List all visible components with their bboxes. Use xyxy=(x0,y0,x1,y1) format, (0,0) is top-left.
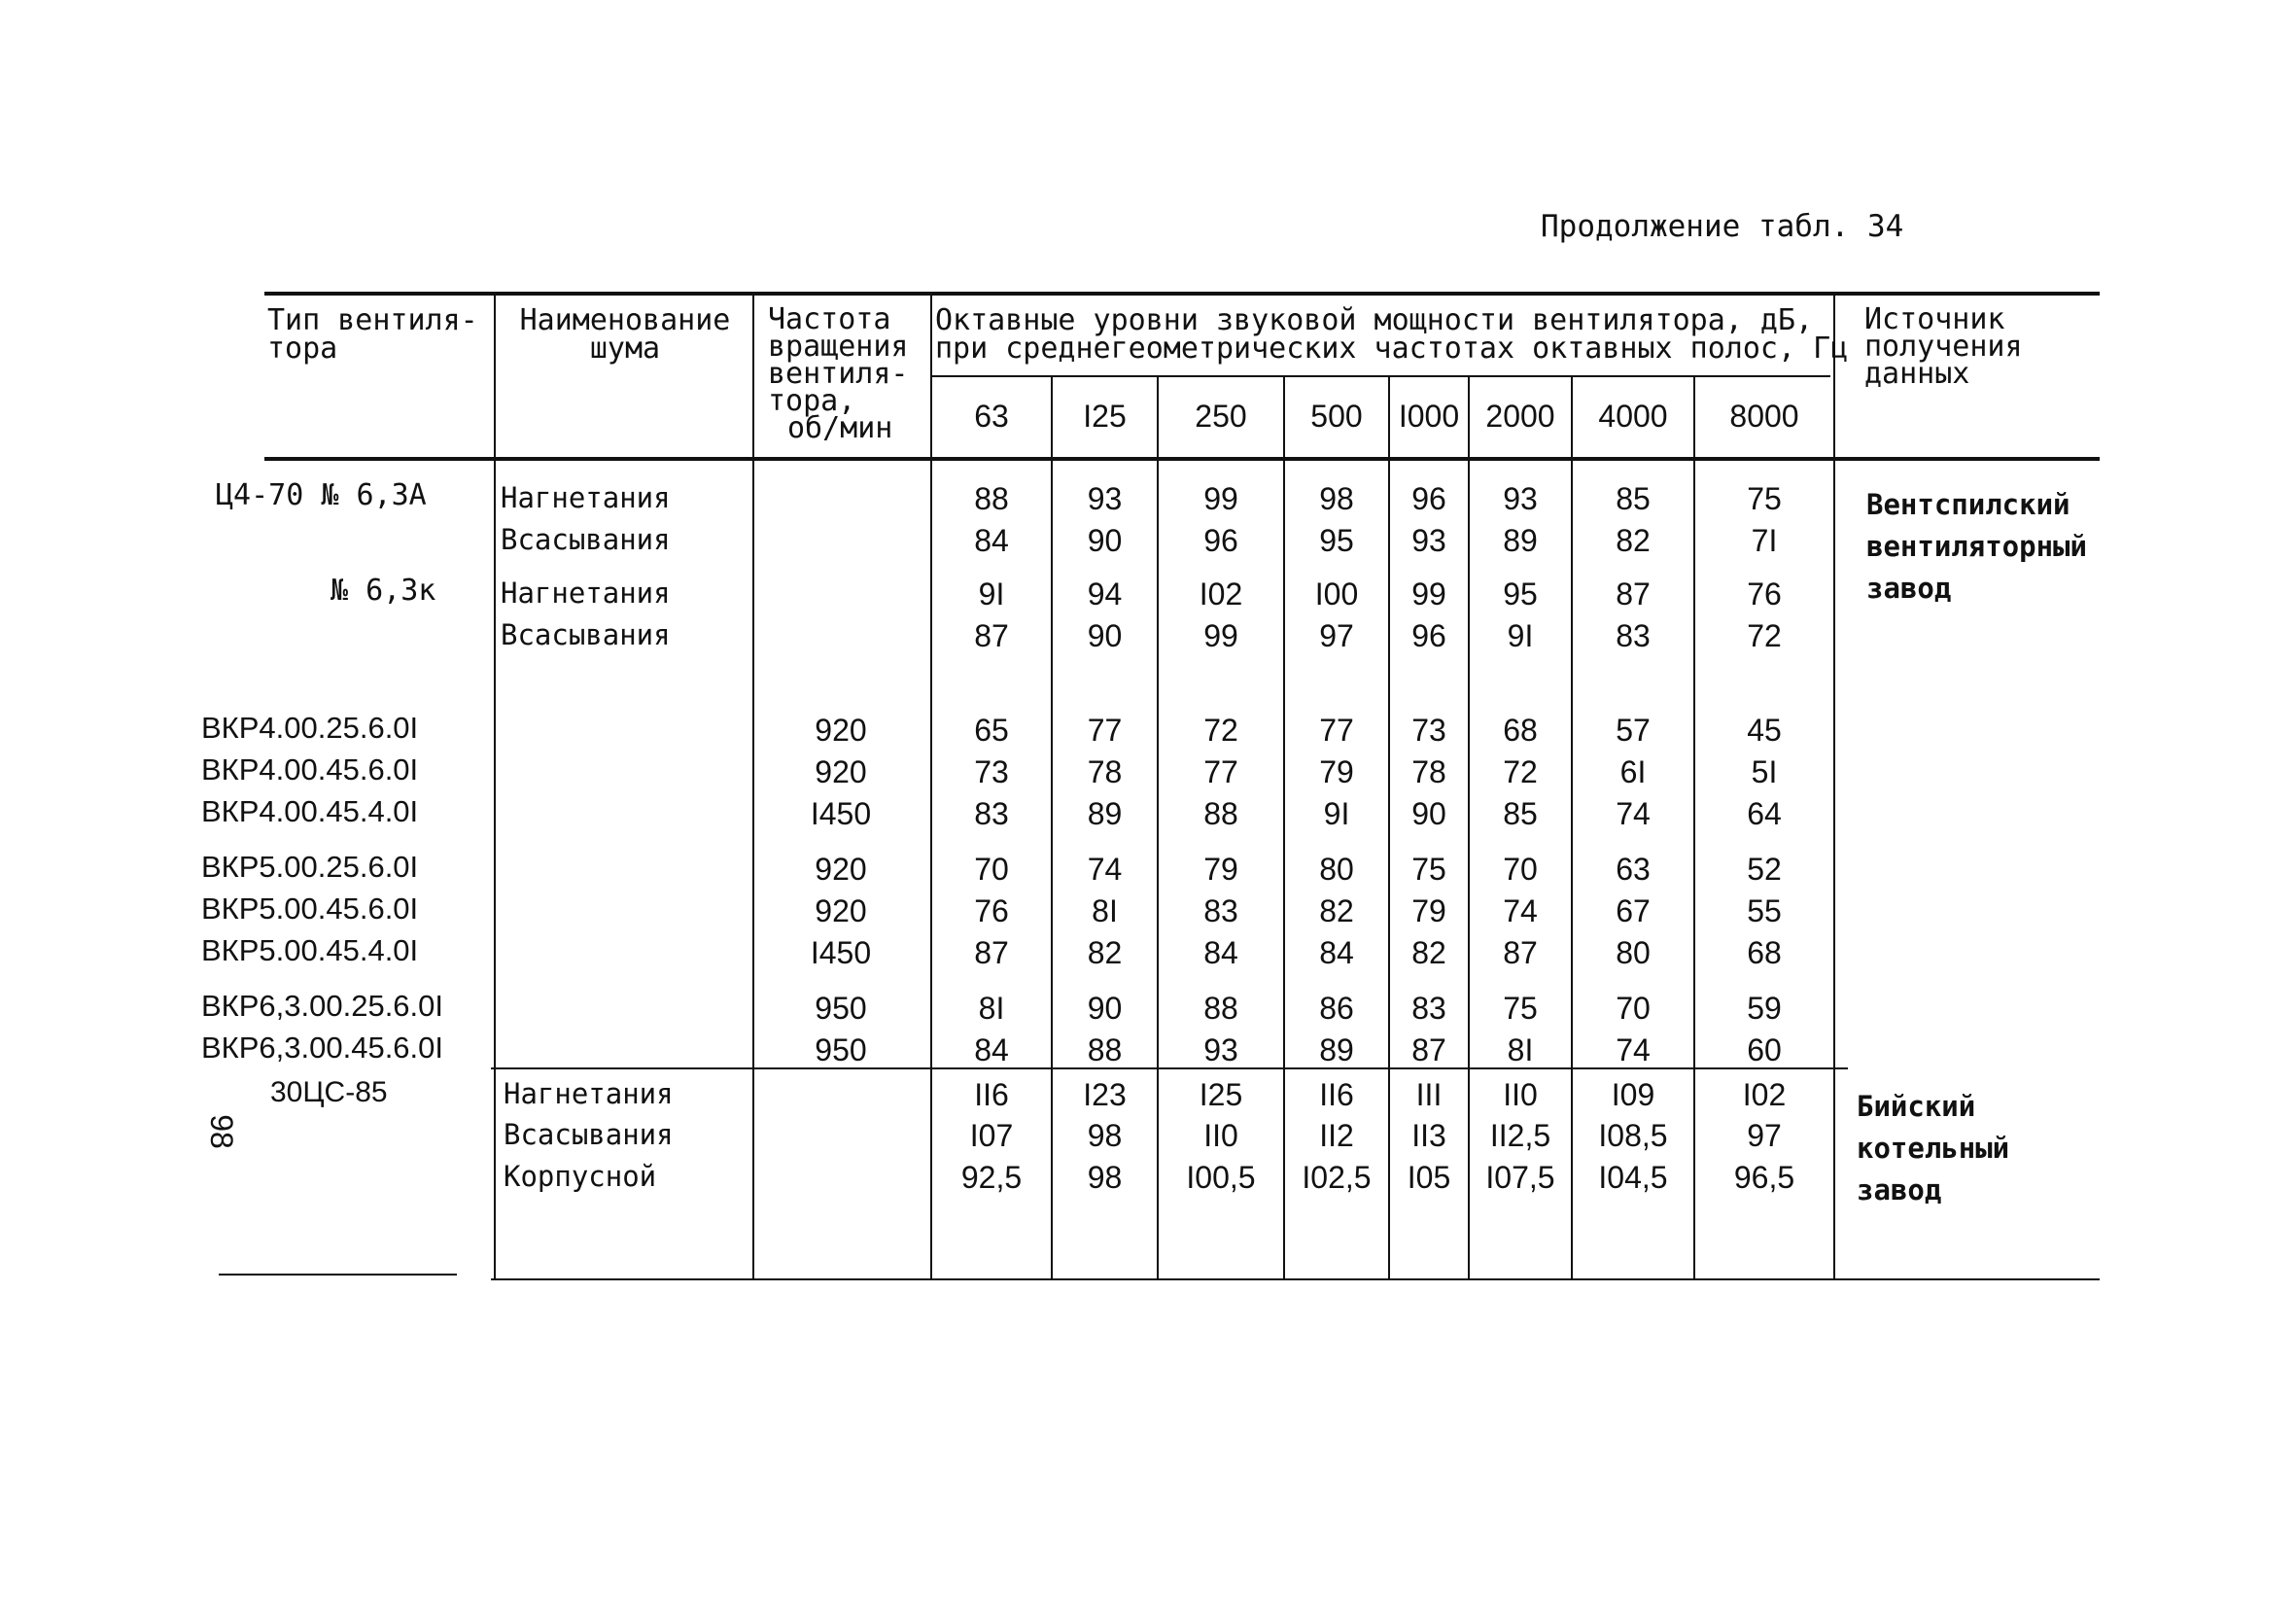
fan-type-cell: ВКР4.00.45.4.0I xyxy=(201,794,419,828)
level-cell: 96 xyxy=(1411,481,1446,516)
level-cell: I08,5 xyxy=(1598,1118,1668,1153)
level-cell: II2,5 xyxy=(1489,1118,1551,1153)
level-cell: 98 xyxy=(1319,481,1354,516)
level-cell: 55 xyxy=(1747,893,1782,928)
page-number: 98 xyxy=(203,1114,239,1149)
header-source-line: получения xyxy=(1864,330,2023,364)
header-source xyxy=(1864,302,2023,391)
table-bottom-rule-left xyxy=(219,1274,457,1276)
level-cell: II0 xyxy=(1503,1077,1538,1112)
level-cell: III xyxy=(1415,1077,1443,1112)
rotation-cell: I450 xyxy=(810,935,872,970)
level-cell: 82 xyxy=(1319,893,1354,928)
source-line: завод xyxy=(1866,572,1952,605)
header-rotation-line: вентиля- xyxy=(768,357,909,391)
level-cell: I23 xyxy=(1083,1077,1127,1112)
level-cell: 99 xyxy=(1203,481,1238,516)
level-cell: 8I xyxy=(978,991,1005,1026)
level-cell: 82 xyxy=(1087,935,1123,970)
header-source-line: данных xyxy=(1864,357,1970,391)
level-cell: 78 xyxy=(1087,754,1123,789)
level-cell: II6 xyxy=(974,1077,1009,1112)
level-cell: 92,5 xyxy=(960,1160,1023,1195)
header-fan-type-line: Тип вентиля- xyxy=(267,303,478,337)
level-cell: 97 xyxy=(1319,618,1354,653)
level-cell: 83 xyxy=(1616,618,1651,653)
level-cell: I02,5 xyxy=(1302,1160,1372,1195)
level-cell: 9I xyxy=(1507,618,1534,653)
frequency-header-4: I000 xyxy=(1398,399,1460,434)
level-cell: 79 xyxy=(1203,852,1238,887)
frequency-header-3: 500 xyxy=(1310,399,1363,434)
level-cell: 8I xyxy=(1507,1032,1534,1067)
header-rotation-line: об/мин xyxy=(787,411,893,445)
rotation-cell: I450 xyxy=(810,796,872,831)
header-rotation-line: тора, xyxy=(768,384,856,418)
level-cell: I05 xyxy=(1407,1160,1451,1195)
frequency-header-0: 63 xyxy=(974,399,1009,434)
level-cell: 87 xyxy=(1411,1032,1446,1067)
level-cell: II2 xyxy=(1319,1118,1354,1153)
level-cell: 70 xyxy=(974,852,1009,887)
source-line: Бийский xyxy=(1857,1090,1976,1123)
level-cell: II0 xyxy=(1203,1118,1238,1153)
level-cell: 72 xyxy=(1203,713,1238,748)
noise-name-cell: Корпусной xyxy=(504,1160,657,1193)
level-cell: 57 xyxy=(1616,713,1651,748)
level-cell: 87 xyxy=(1616,577,1651,612)
fan-type-cell: ВКР6,3.00.25.6.0I xyxy=(201,989,444,1023)
rotation-cell: 950 xyxy=(815,1032,867,1067)
level-cell: I02 xyxy=(1199,577,1243,612)
level-cell: 45 xyxy=(1747,713,1782,748)
level-cell: I25 xyxy=(1199,1077,1243,1112)
fan-type-cell: Ц4-70 № 6,3А xyxy=(216,478,427,512)
level-cell: 86 xyxy=(1319,991,1354,1026)
level-cell: I02 xyxy=(1742,1077,1787,1112)
level-cell: 85 xyxy=(1616,481,1651,516)
level-cell: 88 xyxy=(1087,1032,1123,1067)
level-cell: 87 xyxy=(974,618,1009,653)
level-cell: 60 xyxy=(1747,1032,1782,1067)
level-cell: 8I xyxy=(1092,893,1118,928)
level-cell: 84 xyxy=(1319,935,1354,970)
frequency-header-2: 250 xyxy=(1195,399,1247,434)
source-biysk xyxy=(1857,1086,2009,1211)
header-rotation xyxy=(768,302,909,445)
level-cell: 89 xyxy=(1087,796,1123,831)
level-cell: I00,5 xyxy=(1186,1160,1256,1195)
header-noise-name-line: Наименование xyxy=(519,303,731,337)
fan-type-cell: ВКР5.00.45.4.0I xyxy=(201,933,419,967)
fan-type-cell: № 6,3к xyxy=(330,574,436,608)
level-cell: 89 xyxy=(1503,523,1538,558)
level-cell: 74 xyxy=(1616,1032,1651,1067)
header-octave-title-line: Октавные уровни звуковой мощности вентилятора, дБ, xyxy=(935,303,1814,337)
header-bottom-rule xyxy=(264,457,2100,461)
level-cell: 95 xyxy=(1503,577,1538,612)
level-cell: 59 xyxy=(1747,991,1782,1026)
level-cell: 90 xyxy=(1411,796,1446,831)
level-cell: 99 xyxy=(1203,618,1238,653)
level-cell: 84 xyxy=(974,1032,1009,1067)
fan-type-cell: ВКР4.00.25.6.0I xyxy=(201,711,419,745)
level-cell: 74 xyxy=(1503,893,1538,928)
level-cell: 94 xyxy=(1087,577,1123,612)
fan-type-cell: 30ЦС-85 xyxy=(270,1076,388,1108)
level-cell: 96 xyxy=(1203,523,1238,558)
level-cell: I09 xyxy=(1611,1077,1655,1112)
level-cell: 75 xyxy=(1747,481,1782,516)
level-cell: 76 xyxy=(1747,577,1782,612)
source-line: Вентспилский xyxy=(1866,488,2070,521)
level-cell: 74 xyxy=(1087,852,1123,887)
level-cell: 90 xyxy=(1087,523,1123,558)
noise-name-cell: Всасывания xyxy=(504,1118,674,1151)
source-ventspils xyxy=(1866,484,2087,610)
col-rule-source xyxy=(1833,294,1835,1280)
header-fan-type-line: тора xyxy=(267,332,338,366)
level-cell: 76 xyxy=(974,893,1009,928)
level-cell: 7I xyxy=(1751,523,1778,558)
header-source-line: Источник xyxy=(1864,302,2005,336)
fan-type-cell: ВКР4.00.45.6.0I xyxy=(201,752,419,787)
level-cell: 88 xyxy=(1203,991,1238,1026)
level-cell: II6 xyxy=(1319,1077,1354,1112)
level-cell: 83 xyxy=(974,796,1009,831)
level-cell: 96,5 xyxy=(1733,1160,1795,1195)
level-cell: 83 xyxy=(1411,991,1446,1026)
level-cell: I07 xyxy=(969,1118,1014,1153)
level-cell: 93 xyxy=(1203,1032,1238,1067)
level-cell: 79 xyxy=(1319,754,1354,789)
level-cell: 99 xyxy=(1411,577,1446,612)
level-cell: 9I xyxy=(1323,796,1350,831)
header-octave-title xyxy=(935,303,1849,366)
source-line: котельный xyxy=(1857,1132,2010,1165)
level-cell: 93 xyxy=(1503,481,1538,516)
level-cell: 85 xyxy=(1503,796,1538,831)
noise-name-cell: Нагнетания xyxy=(501,577,671,610)
level-cell: 84 xyxy=(974,523,1009,558)
level-cell: 68 xyxy=(1503,713,1538,748)
header-rotation-line: вращения xyxy=(768,330,909,364)
level-cell: 70 xyxy=(1503,852,1538,887)
level-cell: I04,5 xyxy=(1598,1160,1668,1195)
level-cell: 78 xyxy=(1411,754,1446,789)
level-cell: 72 xyxy=(1747,618,1782,653)
level-cell: I00 xyxy=(1314,577,1359,612)
source-line: завод xyxy=(1857,1173,1942,1206)
rotation-cell: 920 xyxy=(815,852,867,887)
level-cell: 80 xyxy=(1319,852,1354,887)
col-rule-type xyxy=(494,294,496,1280)
level-cell: 87 xyxy=(974,935,1009,970)
level-cell: 77 xyxy=(1319,713,1354,748)
level-cell: 90 xyxy=(1087,991,1123,1026)
frequency-header-7: 8000 xyxy=(1729,399,1799,434)
level-cell: 83 xyxy=(1203,893,1238,928)
table-top-rule xyxy=(264,292,2100,296)
level-cell: 73 xyxy=(1411,713,1446,748)
fan-type-cell: ВКР5.00.45.6.0I xyxy=(201,891,419,926)
col-rule-noise xyxy=(752,294,754,1280)
level-cell: 88 xyxy=(1203,796,1238,831)
level-cell: 79 xyxy=(1411,893,1446,928)
header-noise-name xyxy=(504,303,747,366)
level-cell: 74 xyxy=(1616,796,1651,831)
level-cell: 68 xyxy=(1747,935,1782,970)
level-cell: 72 xyxy=(1503,754,1538,789)
noise-name-cell: Нагнетания xyxy=(501,481,671,514)
level-cell: 82 xyxy=(1616,523,1651,558)
table-bottom-rule-right xyxy=(491,1278,2100,1280)
level-cell: 88 xyxy=(974,481,1009,516)
level-cell: 75 xyxy=(1503,991,1538,1026)
header-fan-type xyxy=(267,303,478,366)
frequency-header-5: 2000 xyxy=(1485,399,1555,434)
level-cell: 63 xyxy=(1616,852,1651,887)
level-cell: 98 xyxy=(1087,1118,1123,1153)
noise-name-cell: Нагнетания xyxy=(504,1077,674,1110)
level-cell: 77 xyxy=(1087,713,1123,748)
level-cell: 64 xyxy=(1747,796,1782,831)
level-cell: 75 xyxy=(1411,852,1446,887)
table-caption: Продолжение табл. 34 xyxy=(1541,209,1904,244)
section-divider-rule xyxy=(491,1067,1848,1069)
level-cell: II3 xyxy=(1411,1118,1446,1153)
level-cell: 70 xyxy=(1616,991,1651,1026)
level-cell: 84 xyxy=(1203,935,1238,970)
level-cell: 98 xyxy=(1087,1160,1123,1195)
level-cell: 65 xyxy=(974,713,1009,748)
level-cell: 67 xyxy=(1616,893,1651,928)
header-rotation-line: Частота xyxy=(768,302,891,336)
fan-type-cell: ВКР5.00.25.6.0I xyxy=(201,850,419,884)
level-cell: 52 xyxy=(1747,852,1782,887)
fan-type-cell: ВКР6,3.00.45.6.0I xyxy=(201,1031,444,1065)
level-cell: 93 xyxy=(1087,481,1123,516)
level-cell: 87 xyxy=(1503,935,1538,970)
level-cell: 97 xyxy=(1747,1118,1782,1153)
noise-name-cell: Всасывания xyxy=(501,618,671,651)
level-cell: 90 xyxy=(1087,618,1123,653)
rotation-cell: 950 xyxy=(815,991,867,1026)
rotation-cell: 920 xyxy=(815,893,867,928)
rotation-cell: 920 xyxy=(815,754,867,789)
level-cell: 93 xyxy=(1411,523,1446,558)
level-cell: I07,5 xyxy=(1485,1160,1555,1195)
level-cell: 80 xyxy=(1616,935,1651,970)
frequency-header-1: I25 xyxy=(1083,399,1127,434)
source-line: вентиляторный xyxy=(1866,530,2087,563)
level-cell: 82 xyxy=(1411,935,1446,970)
frequency-header-rule xyxy=(931,375,1830,377)
noise-name-cell: Всасывания xyxy=(501,523,671,556)
level-cell: 95 xyxy=(1319,523,1354,558)
level-cell: 89 xyxy=(1319,1032,1354,1067)
level-cell: 5I xyxy=(1751,754,1778,789)
frequency-header-6: 4000 xyxy=(1598,399,1668,434)
rotation-cell: 920 xyxy=(815,713,867,748)
level-cell: 6I xyxy=(1619,754,1647,789)
level-cell: 9I xyxy=(978,577,1005,612)
level-cell: 96 xyxy=(1411,618,1446,653)
level-cell: 77 xyxy=(1203,754,1238,789)
header-noise-name-line: шума xyxy=(589,332,661,366)
header-octave-title-line: при среднегеометрических частотах октавных полос, Гц xyxy=(935,332,1849,366)
level-cell: 73 xyxy=(974,754,1009,789)
